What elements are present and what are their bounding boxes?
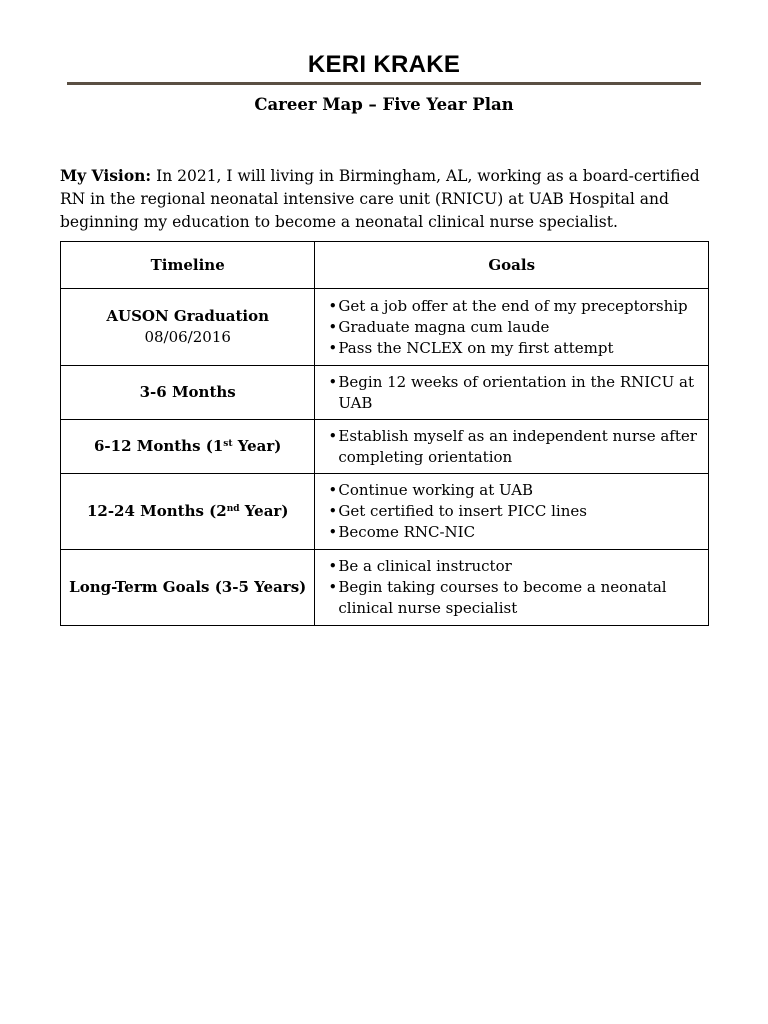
goals-cell — [315, 550, 709, 626]
timeline-cell — [61, 289, 315, 366]
vision-paragraph — [60, 164, 720, 234]
timeline-label-suffix: Year) — [232, 437, 282, 455]
vision-label: My Vision: — [60, 165, 152, 185]
timeline-cell — [61, 420, 315, 474]
timeline-ordinal-suffix: nd — [226, 504, 240, 514]
goal-item: • Continue working at UAB — [328, 480, 702, 501]
goal-item: • Establish myself as an independent nurse after completing orientation — [328, 426, 702, 468]
timeline-label: Long-Term Goals (3-5 Years) — [69, 578, 307, 596]
goals-list — [315, 293, 708, 362]
goal-item: • Get certified to insert PICC lines — [328, 501, 702, 522]
timeline-ordinal-suffix: st — [223, 439, 233, 449]
title-rule — [67, 82, 701, 85]
goal-item: • Become RNC-NIC — [328, 522, 702, 543]
table-row — [61, 366, 709, 420]
goal-item: • Get a job offer at the end of my preceptorship — [328, 296, 702, 317]
goals-cell — [315, 420, 709, 474]
document-name: KERI KRAKE — [307, 51, 461, 78]
table-row — [61, 420, 709, 474]
vision-text: In 2021, I will living in Birmingham, AL, working as a board-certified RN in the regional neonatal intensive care unit (RNICU) at UAB Hospital and beginning my education to become a neonatal clinical nurse specialist. — [60, 166, 700, 231]
table-header-row — [61, 242, 709, 289]
table-row — [61, 289, 709, 366]
timeline-label: 3-6 Months — [139, 383, 236, 401]
goal-item: • Be a clinical instructor — [328, 556, 702, 577]
career-map-table — [60, 241, 709, 626]
timeline-label-prefix: 12-24 Months (2 — [86, 502, 227, 520]
timeline-header: Timeline — [61, 242, 315, 289]
document-subtitle: Career Map – Five Year Plan — [254, 95, 514, 114]
goal-item: • Graduate magna cum laude — [328, 317, 702, 338]
goal-item: • Begin taking courses to become a neonatal clinical nurse specialist — [328, 577, 702, 619]
goal-item: • Pass the NCLEX on my first attempt — [328, 338, 702, 359]
timeline-cell — [61, 474, 315, 550]
goals-cell — [315, 474, 709, 550]
goals-list — [315, 423, 708, 471]
goals-cell — [315, 366, 709, 420]
goal-item: • Begin 12 weeks of orientation in the RNICU at UAB — [328, 372, 702, 414]
goals-list — [315, 553, 708, 622]
table-row — [61, 474, 709, 550]
timeline-cell — [61, 366, 315, 420]
goals-header: Goals — [315, 242, 709, 289]
timeline-date: 08/06/2016 — [144, 328, 231, 346]
goals-list — [315, 369, 708, 417]
table-row — [61, 550, 709, 626]
timeline-label-prefix: 6-12 Months (1 — [93, 437, 224, 455]
timeline-label: AUSON Graduation — [106, 307, 270, 325]
goals-cell — [315, 289, 709, 366]
goals-list — [315, 477, 708, 546]
timeline-label-suffix: Year) — [239, 502, 289, 520]
timeline-cell — [61, 550, 315, 626]
